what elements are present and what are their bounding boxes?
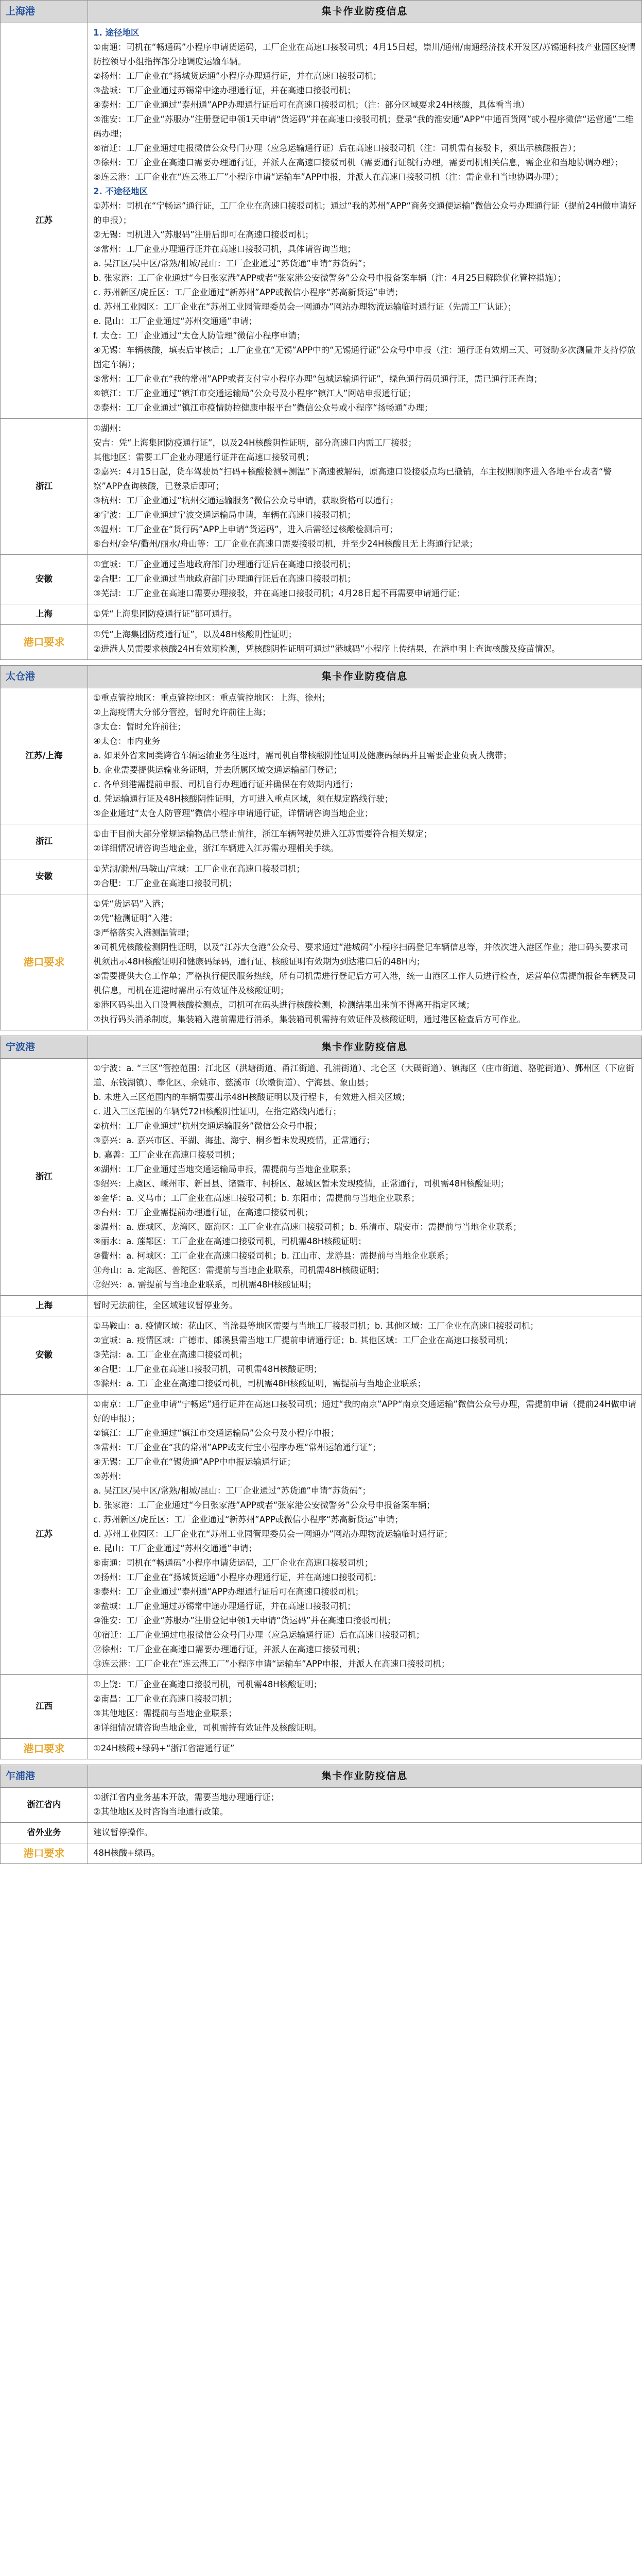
region-detail	[88, 604, 642, 625]
region-row	[1, 894, 642, 1030]
detail-line: ④无锡：车辆核酸，填表后审核后；工厂企业在“无锡”APP中的“无锡通行证”公众号中申报（注：通行证有效期三天、可赞助多次测量并支持停放固定车辆）；	[93, 345, 636, 369]
detail-line: ①苏州：司机在“宁畅运”通行证，工厂企业在高速口接驳司机；通过“我的苏州”APP“商务交通便运输”微信公众号办理通行证（提前24H做申请好的申报）；	[93, 201, 636, 225]
detail-line: a. 吴江区/吴中区/常熟/相城/昆山：工厂企业通过“苏货通”申请“苏货码”；	[93, 259, 371, 268]
detail-line: d. 苏州工业园区：工厂企业在“苏州工业园管理委员会一网通办”网站办理物流运输临时通行证；	[93, 1529, 453, 1539]
detail-line: ②镇江：工厂企业通过“镇江市交通运输局”公众号及小程序申报；	[93, 1428, 339, 1438]
detail-line: ②嘉兴：4月15日起，货车驾驶员“扫码+核酸检测+测温”下高速被解码，原高速口设接驳点均已撤销，车主按照顺序进入各地平台或者“警察”APP查询核酸，已登录后即可；	[93, 467, 612, 491]
region-detail	[88, 824, 642, 859]
region-label: 浙江	[1, 1059, 88, 1296]
region-detail	[88, 1675, 642, 1739]
detail-line: ③常州：工厂企业在“我的常州”APP或支付宝小程序办理“常州运输通行证”；	[93, 1443, 381, 1452]
detail-line: ⑨丽水：a. 莲都区：工厂企业在高速口接驳司机，司机需48H核酸证明；	[93, 1236, 367, 1246]
region-label: 港口要求	[1, 1843, 88, 1864]
region-row	[1, 23, 642, 419]
detail-line: e. 昆山：工厂企业通过“苏州交通通”申请；	[93, 1544, 257, 1553]
detail-line: d. 凭运输通行证及48H核酸阴性证明，方可进入重点区域，须在规定路线行驶；	[93, 794, 393, 804]
region-label: 省外业务	[1, 1823, 88, 1843]
detail-line: ②南昌：工厂企业在高速口接驳司机；	[93, 1694, 237, 1704]
detail-line: ②合肥：工厂企业在高速口接驳司机；	[93, 878, 237, 888]
detail-line: a. 吴江区/吴中区/常熟/相城/昆山：工厂企业通过“苏货通”申请“苏货码”；	[93, 1486, 371, 1496]
region-detail	[88, 1316, 642, 1395]
detail-line: ⑦泰州：工厂企业通过“镇江市疫情防控健康申报平台”微信公众号或小程序“扬畅通”办理；	[93, 403, 433, 413]
detail-line: ①芜湖/滁州/马鞍山/宣城：工厂企业在高速口接驳司机；	[93, 864, 305, 874]
detail-line: a. 如果外省来同类跨省车辆运输业务往返时，需司机自带核酸阴性证明及健康码绿码并且需要企业负责人携带；	[93, 751, 512, 760]
port-section	[0, 1036, 642, 1759]
detail-line: ①浙江省内业务基本开放，需要当地办理通行证；	[93, 1792, 280, 1802]
port-name: 太仓港	[1, 666, 88, 688]
region-detail	[88, 1059, 642, 1296]
detail-line: ⑧泰州：工厂企业通过“泰州通”APP办理通行证后可在高速口接驳司机；	[93, 1587, 364, 1597]
region-detail	[88, 1823, 642, 1843]
detail-line: ③其他地区：需提前与当地企业联系；	[93, 1708, 237, 1718]
region-detail	[88, 555, 642, 604]
detail-line: c. 各单到港需提前申报、司机自行办理通行证并确保在有效期内通行；	[93, 779, 358, 789]
region-row	[1, 1843, 642, 1864]
region-row	[1, 688, 642, 824]
detail-line: 安吉：凭“上海集团防疫通行证”，以及24H核酸阴性证明，部分高速口内需工厂接驳；	[93, 438, 417, 448]
section-header	[1, 1036, 642, 1059]
detail-line: ④太仓：市内业务	[93, 736, 161, 746]
region-row	[1, 1739, 642, 1759]
port-name: 宁波港	[1, 1036, 88, 1059]
region-detail	[88, 1843, 642, 1864]
detail-line: ④湖州：工厂企业通过当地交通运输局申报，需提前与当地企业联系；	[93, 1164, 356, 1174]
region-row	[1, 1788, 642, 1823]
detail-line: ②进港人员需要求核酸24H有效期检测，凭核酸阴性证明可通过“港城码”小程序上传结果，在港申明上查询核酸及疫苗情况。	[93, 644, 560, 654]
port-section	[0, 0, 642, 660]
detail-line: ④泰州：工厂企业通过“泰州通”APP办理通行证后可在高速口接驳司机；（注：部分区域要求24H核酸，具体看当地）	[93, 100, 530, 110]
section-header	[1, 666, 642, 688]
detail-line: ①南通：司机在“畅通码”小程序申请货运码，工厂企业在高速口接驳司机；4月15日起，崇川/通州/南通经济技术开发区/苏锡通科技产业园区疫情防控领导小组指挥部分地调度运输车辆。	[93, 42, 636, 66]
detail-line: ⑤温州：工厂企业在“货行码”APP上申请“货运码”，进入后需经过核酸检测后可；	[93, 524, 398, 534]
region-label: 安徽	[1, 555, 88, 604]
detail-line: ③杭州：工厂企业通过“杭州交通运输服务”微信公众号申请，获取资格可以通行；	[93, 496, 398, 505]
detail-line: ⑦徐州：工厂企业在高速口需要办理通行证，并派人在高速口接驳司机（需要通行证就行办理，需要司机相关信息，需企业和当地协调办理）；	[93, 158, 623, 167]
detail-line: ⑥宿迁：工厂企业通过电报微信公众号门办理（应急运输通行证）后在高速口接驳司机（注：司机需有接驳卡，须出示核酸报告）；	[93, 143, 581, 153]
detail-line: ⑤常州：工厂企业在“我的常州”APP或者支付宝小程序办理“包城运输通行证”，绿色通行码员通行证，需已通行证查询；	[93, 374, 543, 384]
region-row	[1, 419, 642, 555]
region-row	[1, 1316, 642, 1395]
detail-line: ⑦扬州：工厂企业在“扬城货运通”小程序办理通行证，并在高速口接驳司机；	[93, 1572, 381, 1582]
region-label: 安徽	[1, 1316, 88, 1395]
detail-line: ①马鞍山：a. 疫情区域：花山区、当涂县等地区需要与当地工厂接驳司机；b. 其他区域：工厂企业在高速口接驳司机；	[93, 1321, 539, 1331]
detail-line: ②凭“检测证明”入港；	[93, 913, 178, 923]
region-detail	[88, 1788, 642, 1823]
section-title: 集卡作业防疫信息	[88, 666, 642, 688]
detail-line: ④无锡：工厂企业在“锡货通”APP中申报运输通行证；	[93, 1457, 296, 1467]
region-row	[1, 1395, 642, 1675]
detail-line: ⑪舟山：a. 定海区、普陀区：需提前与当地企业联系，司机需48H核酸证明；	[93, 1265, 385, 1275]
region-row	[1, 1675, 642, 1739]
detail-line: ⑥南通：司机在“畅通码”小程序申请货运码，工厂企业在高速口接驳司机；	[93, 1558, 373, 1568]
detail-line: ⑤企业通过“太仓人防管理”微信小程序申请通行证，详情请咨询当地企业；	[93, 808, 373, 818]
detail-line: ⑦台州：工厂企业需提前办理通行证，在高速口接驳司机；	[93, 1208, 314, 1217]
detail-line: ⑩衢州：a. 柯城区：工厂企业在高速口接驳司机；b. 江山市、龙游县：需提前与当地企业联系；	[93, 1251, 454, 1261]
detail-line: ②扬州：工厂企业在“扬城货运通”小程序办理通行证，并在高速口接驳司机；	[93, 71, 381, 81]
region-detail	[88, 859, 642, 894]
section-header	[1, 1765, 642, 1788]
region-label: 江苏/上海	[1, 688, 88, 824]
region-row	[1, 1296, 642, 1316]
region-label: 港口要求	[1, 1739, 88, 1759]
detail-line: ①凭“货运码”入港；	[93, 899, 169, 909]
detail-line: c. 苏州新区/虎丘区：工厂企业通过“新苏州”APP或微信小程序“苏高新货运”申请；	[93, 287, 404, 297]
detail-line: ⑦执行码头消杀制度，集装箱入港前需进行消杀，集装箱司机需持有效证件及核酸证明，通过港区检查后方可作业。	[93, 1014, 526, 1024]
detail-line: ①24H核酸+绿码+“浙江省港通行证”	[93, 1743, 235, 1753]
region-row	[1, 1059, 642, 1296]
detail-line: ⑤滁州：a. 工厂企业在高速口接驳司机，司机需48H核酸证明，需提前与当地企业联系；	[93, 1379, 426, 1388]
detail-line: ①宣城：工厂企业通过当地政府部门办理通行证后在高速口接驳司机；	[93, 560, 356, 569]
detail-line: ②合肥：工厂企业通过当地政府部门办理通行证后在高速口接驳司机；	[93, 574, 356, 584]
detail-line: ⑥镇江：工厂企业通过“镇江市交通运输局”公众号及小程序“镇江人”网站申报通行证；	[93, 388, 416, 398]
detail-line: ②宣城：a. 疫情区域：广德市、郎溪县需当地工厂提前申请通行证；b. 其他区域：工厂企业在高速口接驳司机；	[93, 1335, 513, 1345]
region-row	[1, 555, 642, 604]
detail-line: ①重点管控地区：重点管控地区：重点管控地区：上海、徐州；	[93, 693, 331, 703]
detail-line: 1. 途径地区	[93, 28, 140, 38]
detail-line: 2. 不途径地区	[93, 187, 148, 196]
detail-line: b. 企业需要提供运输业务证明，并去所属区域交通运输部门登记；	[93, 765, 342, 775]
region-label: 江苏	[1, 1395, 88, 1675]
region-detail	[88, 23, 642, 419]
region-label: 安徽	[1, 859, 88, 894]
detail-line: ②详细情况请咨询当地企业，浙江车辆进入江苏需办理相关手续。	[93, 843, 339, 853]
detail-line: b. 张家港：工厂企业通过“今日张家港”APP或者“张家港公安微警务”公众号申报备案车辆；	[93, 1500, 435, 1510]
detail-line: ⑪宿迁：工厂企业通过电报微信公众号门办理（应急运输通行证）后在高速口接驳司机；	[93, 1630, 425, 1640]
detail-line: ①宁波：a. “三区”管控范围：江北区（洪塘街道、甬江街道、孔浦街道）、北仑区（大碶街道）、镇海区（庄市街道、骆驼街道）、鄞州区（下应街道、东钱湖镇）、奉化区、余姚市、慈溪市（坎墩街道）、宁海县、象山县；	[93, 1063, 634, 1088]
detail-line: 暂时无法前往，全区域建议暂停业务。	[93, 1300, 238, 1310]
region-label: 港口要求	[1, 894, 88, 1030]
detail-line: c. 进入三区范围的车辆凭72H核酸阴性证明，在指定路线内通行；	[93, 1107, 341, 1116]
detail-line: ①凭“上海集团防疫通行证”，以及48H核酸阴性证明；	[93, 630, 297, 639]
detail-line: ⑫徐州：工厂企业在高速口需要办理通行证，并派人在高速口接驳司机；	[93, 1645, 365, 1654]
detail-line: ④司机凭核酸检测阴性证明，以及“江苏大仓港”公众号、要求通过“港城码”小程序扫码登记车辆信息等，并依次进入港区作业；港口码头要求司机须出示48H核酸证明和健康码绿码，通行证、核酸证明有效期为到达港口后的48H内；	[93, 942, 628, 967]
detail-line: ①湖州：	[93, 423, 127, 433]
detail-line: ③嘉兴：a. 嘉兴市区、平湖、海盐、海宁、桐乡暂未发现疫情，正常通行；	[93, 1136, 375, 1145]
port-section	[0, 1765, 642, 1864]
port-name: 上海港	[1, 1, 88, 23]
region-row	[1, 604, 642, 625]
detail-line: ④宁波：工厂企业通过宁波交通运输局申请，车辆在高速口接驳司机；	[93, 510, 356, 520]
region-label: 上海	[1, 604, 88, 625]
detail-line: ⑥金华：a. 义乌市；工厂企业在高速口接驳司机；b. 东阳市；需提前与当地企业联系；	[93, 1193, 420, 1203]
region-row	[1, 625, 642, 660]
detail-line: ⑧连云港：工厂企业在“连云港工厂”小程序申请“运输车”APP申报，并派人在高速口接驳司机（注：需企业和当地协调办理）；	[93, 172, 564, 182]
region-detail	[88, 1739, 642, 1759]
detail-line: ⑬连云港：工厂企业在“连云港工厂”小程序申请“运输车”APP申报，并派人在高速口接驳司机；	[93, 1659, 450, 1669]
detail-line: ①由于目前大部分常规运输物品已禁止前往，浙江车辆驾驶员进入江苏需要符合相关规定；	[93, 829, 432, 839]
region-detail	[88, 419, 642, 555]
detail-line: ③常州：工厂企业办理通行证并在高速口接驳司机，具体请咨询当地；	[93, 244, 356, 254]
detail-line: d. 苏州工业园区：工厂企业在“苏州工业园管理委员会一网通办”网站办理物流运输临时通行证（先需工厂认证）；	[93, 302, 516, 312]
detail-line: e. 昆山：工厂企业通过“苏州交通通”申请；	[93, 316, 257, 326]
region-row	[1, 1823, 642, 1843]
detail-line: ③太仓：暂时允许前往；	[93, 722, 186, 732]
detail-line: ①南京：工厂企业申请“宁畅运”通行证并在高速口接驳司机；通过“我的南京”APP“南京交通运输”微信公众号办理，需提前申请（提前24H做申请好的申报）；	[93, 1399, 636, 1423]
detail-line: 其他地区：需要工厂企业办理通行证并在高速口接驳司机；	[93, 452, 314, 462]
detail-line: ④合肥：工厂企业在高速口接驳司机，司机需48H核酸证明；	[93, 1364, 322, 1374]
detail-line: ⑤绍兴：上虞区、嵊州市、新昌县、诸暨市、柯桥区、越城区暂未发现疫情，正常通行，司机需48H核酸证明；	[93, 1179, 509, 1189]
detail-line: ②无锡：司机进入“苏服码”注册后即可在高速口接驳司机；	[93, 230, 314, 240]
detail-line: ③严格落实入港测温管理；	[93, 928, 195, 938]
detail-line: c. 苏州新区/虎丘区：工厂企业通过“新苏州”APP或微信小程序“苏高新货运”申请；	[93, 1515, 404, 1524]
detail-line: b. 嘉善：工厂企业在高速口接驳司机；	[93, 1150, 240, 1160]
section-header	[1, 1, 642, 23]
region-detail	[88, 688, 642, 824]
region-detail	[88, 1296, 642, 1316]
detail-line: 48H核酸+绿码。	[93, 1848, 160, 1858]
detail-line: b. 张家港：工厂企业通过“今日张家港”APP或者“张家港公安微警务”公众号申报备案车辆（注：4月25日解除优化管控措施）；	[93, 273, 566, 283]
detail-line: ⑥港区码头出入口设置核酸检测点，司机可在码头进行核酸检测，检测结果出来前不得离开指定区域；	[93, 1000, 475, 1010]
detail-line: ⑩淮安：工厂企业“苏服办”注册登记申领1天申请“货运码”并在高速口接驳司机；	[93, 1616, 396, 1625]
detail-line: ⑤淮安：工厂企业“苏服办”注册登记申领1天申请“货运码”并在高速口接驳司机；登录“我的淮安通”APP“中通百货网”或小程序微信“运营通”二维码办理；	[93, 114, 634, 139]
region-label: 浙江	[1, 419, 88, 555]
detail-line: f. 太仓：工厂企业通过“太仓人防管理”微信小程序申请；	[93, 331, 305, 341]
detail-line: ①凭“上海集团防疫通行证”都可通行。	[93, 609, 237, 619]
detail-line: ①上饶：工厂企业在高速口接驳司机，司机需48H核酸证明；	[93, 1680, 322, 1689]
region-detail	[88, 1395, 642, 1675]
detail-line: ②其他地区及时咨询当地通行政策。	[93, 1807, 229, 1817]
region-detail	[88, 894, 642, 1030]
section-title: 集卡作业防疫信息	[88, 1036, 642, 1059]
region-label: 江苏	[1, 23, 88, 419]
region-label: 浙江	[1, 824, 88, 859]
region-label: 江西	[1, 1675, 88, 1739]
region-label: 上海	[1, 1296, 88, 1316]
section-title: 集卡作业防疫信息	[88, 1765, 642, 1788]
detail-line: ⑤需要提供大仓工作单；严格执行便民服务热线，所有司机需进行登记后方可入港，统一由港区工作人员进行检查，运营单位需提前报备车辆及司机信息，司机在进港时需出示有效证件及核酸证明；	[93, 971, 636, 995]
region-label: 浙江省内	[1, 1788, 88, 1823]
port-name: 乍浦港	[1, 1765, 88, 1788]
detail-line: ⑤苏州：	[93, 1471, 127, 1481]
region-row	[1, 824, 642, 859]
region-row	[1, 859, 642, 894]
region-detail	[88, 625, 642, 660]
detail-line: ⑧温州：a. 鹿城区、龙湾区、瓯海区：工厂企业在高速口接驳司机；b. 乐清市、瑞安市：需提前与当地企业联系；	[93, 1222, 522, 1232]
detail-line: ⑥台州/金华/衢州/丽水/舟山等：工厂企业在高速口需要接驳司机，并至少24H核酸且无上海通行记录；	[93, 539, 478, 549]
detail-line: ③芜湖：a. 工厂企业在高速口接驳司机；	[93, 1350, 248, 1360]
detail-line: ③盐城：工厂企业通过苏锡常中途办理通行证，并在高速口接驳司机；	[93, 86, 356, 95]
detail-line: ⑫绍兴：a. 需提前与当地企业联系，司机需48H核酸证明；	[93, 1280, 317, 1290]
detail-line: ③芜湖：工厂企业在高速口需要办理接驳，并在高速口接驳司机；4月28日起不再需要申请通行证；	[93, 588, 465, 598]
detail-line: ④详细情况请咨询当地企业，司机需持有效证件及核酸证明。	[93, 1723, 322, 1733]
detail-line: 建议暂停操作。	[93, 1827, 153, 1837]
detail-line: ②杭州：工厂企业通过“杭州交通运输服务”微信公众号申报；	[93, 1121, 322, 1131]
detail-line: b. 未进入三区范围内的车辆需要出示48H核酸证明以及行程卡，有效进入相关区域；	[93, 1092, 410, 1102]
port-section	[0, 665, 642, 1030]
region-label: 港口要求	[1, 625, 88, 660]
detail-line: ②上海疫情大分部分管控，暂时允许前往上海；	[93, 707, 271, 717]
detail-line: ⑨盐城：工厂企业通过苏锡常中途办理通行证，并在高速口接驳司机；	[93, 1601, 356, 1611]
section-title: 集卡作业防疫信息	[88, 1, 642, 23]
